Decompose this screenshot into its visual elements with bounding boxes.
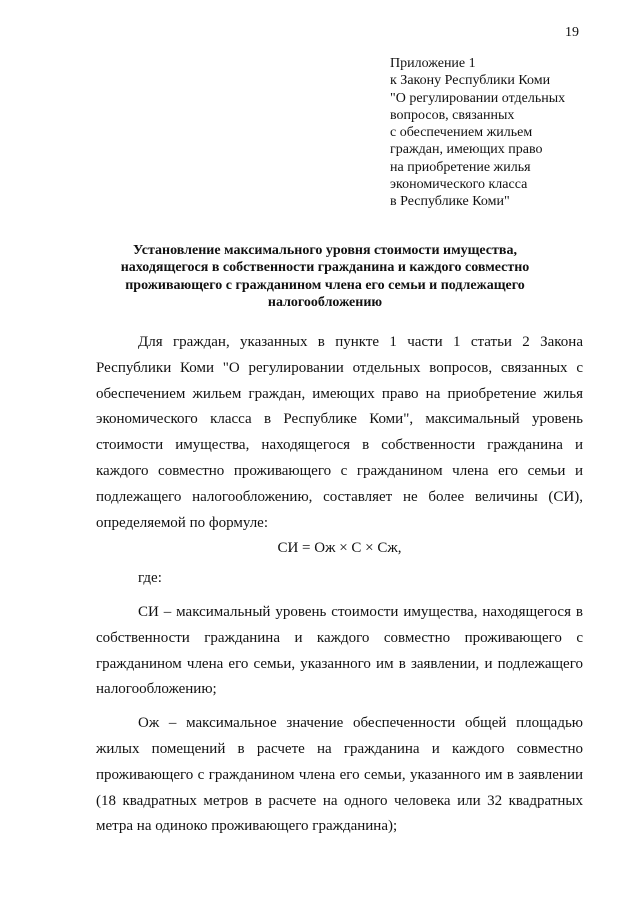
page-number: 19 xyxy=(565,25,579,40)
heading-line: налогообложению xyxy=(267,294,383,310)
definition-si: СИ – максимальный уровень стоимости имущества, находящегося в собственности гражданина и каждого совместно проживающего с гражданином члена его семьи, указанного им в заявлении, и подлежащего налогообложению; xyxy=(96,603,583,698)
heading-line: проживающего с гражданином члена его семьи и подлежащего xyxy=(125,277,525,293)
appendix-line: граждан, имеющих право xyxy=(390,142,543,158)
where-label: где: xyxy=(138,570,162,587)
intro-paragraph: Для граждан, указанных в пункте 1 части 1 статьи 2 Закона Республики Коми "О регулировании отдельных вопросов, связанных с обеспечением жильем граждан, имеющих право на приобретение жилья экономического класса в Республике Коми", максимальный уровень стоимости имущества, находящегося в собственности гражданина и каждого совместно проживающего с гражданином члена его семьи и подлежащего налогообложению, составляет не более величины (СИ), определяемой по формуле: xyxy=(96,334,583,531)
appendix-line: на приобретение жилья xyxy=(390,159,531,175)
appendix-line: в Республике Коми" xyxy=(390,194,510,210)
formula: СИ = Ож × С × Сж, xyxy=(277,540,402,557)
document-body xyxy=(96,330,583,840)
heading-line: Установление максимального уровня стоимости имущества, xyxy=(133,243,517,258)
definition-ozh: Ож – максимальное значение обеспеченности общей площадью жилых помещений в расчете на гражданина и каждого совместно проживающего с гражданином члена его семьи, указанного им в заявлении (18 квадратных метров в расчете на одного человека или 32 квадратных метра на одиноко проживающего гражданина); xyxy=(96,715,583,835)
appendix-line: к Закону Республики Коми xyxy=(390,73,551,89)
heading-line: находящегося в собственности гражданина и каждого совместно xyxy=(120,260,530,276)
document-heading xyxy=(80,242,570,311)
appendix-line: "О регулировании отдельных xyxy=(390,90,566,106)
appendix-line: Приложение 1 xyxy=(390,56,476,71)
appendix-reference xyxy=(390,55,630,211)
appendix-line: экономического класса xyxy=(390,177,528,193)
appendix-line: вопросов, связанных xyxy=(390,107,515,123)
appendix-line: с обеспечением жильем xyxy=(390,125,533,141)
